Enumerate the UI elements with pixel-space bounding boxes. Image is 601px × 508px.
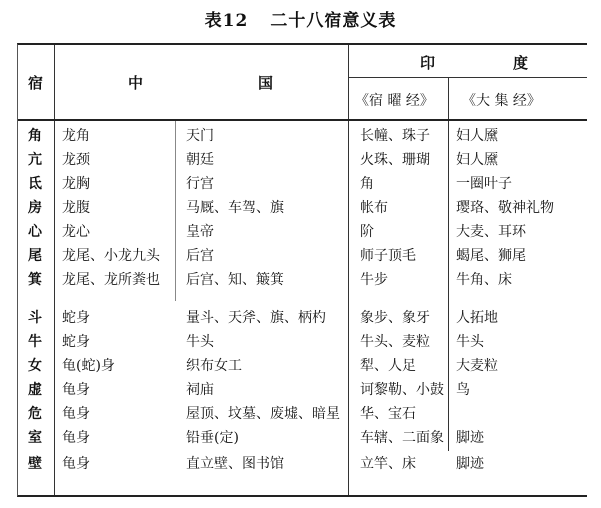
china-meaning-2: 量斗、天斧、旗、柄杓 — [186, 310, 326, 326]
table-row — [18, 149, 587, 171]
india-daji-cell: 璎珞、敬神礼物 — [456, 200, 554, 216]
china-meaning-1: 龟(蛇)身 — [62, 358, 115, 374]
china-meaning-2: 祠庙 — [186, 382, 214, 398]
india-xiuyao-cell: 车辖、二面象 — [360, 430, 444, 446]
table-row — [18, 427, 587, 449]
india-xiuyao-cell: 诃黎勒、小鼓 — [360, 382, 444, 398]
china-meaning-1: 龙颈 — [62, 152, 90, 168]
india-daji-cell: 一圈叶子 — [456, 176, 512, 192]
china-meaning-1: 龙尾、小龙九头 — [62, 248, 160, 264]
india-daji-cell: 大麦、耳环 — [456, 224, 526, 240]
india-xiuyao-cell: 长幢、珠子 — [360, 128, 430, 144]
table-row — [18, 403, 587, 425]
india-daji-cell: 大麦粒 — [456, 358, 498, 374]
mansion-cell: 心 — [28, 224, 42, 240]
india-xiuyao-cell: 角 — [360, 176, 374, 192]
india-daji-cell: 牛头 — [456, 334, 484, 350]
table-row — [18, 307, 587, 329]
china-meaning-2: 皇帝 — [186, 224, 214, 240]
mansion-cell: 室 — [28, 430, 42, 446]
china-meaning-2: 牛头 — [186, 334, 214, 350]
india-subheader-line — [348, 77, 587, 78]
table-row — [18, 221, 587, 243]
china-meaning-1: 龙胸 — [62, 176, 90, 192]
india-daji-cell: 妇人黡 — [456, 152, 498, 168]
india-xiuyao-cell: 阶 — [360, 224, 374, 240]
india-xiuyao-cell: 华、宝石 — [360, 406, 416, 422]
table-row — [18, 269, 587, 291]
table-frame — [17, 43, 587, 497]
table-row — [18, 379, 587, 401]
china-meaning-2: 朝廷 — [186, 152, 214, 168]
table-row — [18, 125, 587, 147]
china-meaning-2: 后宫、知、簸箕 — [186, 272, 284, 288]
china-meaning-1: 龙心 — [62, 224, 90, 240]
india-daji-cell: 牛角、床 — [456, 272, 512, 288]
header-sutra-xiuyao: 《宿 曜 经》 — [355, 93, 434, 109]
mansion-cell: 氐 — [28, 176, 42, 192]
india-xiuyao-cell: 立竿、床 — [360, 456, 416, 472]
mansion-cell: 危 — [28, 406, 42, 422]
mansion-cell: 箕 — [28, 272, 42, 288]
china-meaning-2: 屋顶、坟墓、废墟、暗星 — [186, 406, 340, 422]
india-daji-cell: 蝎尾、狮尾 — [456, 248, 526, 264]
mansion-cell: 角 — [28, 128, 42, 144]
china-meaning-1: 蛇身 — [62, 310, 90, 326]
china-meaning-1: 龙腹 — [62, 200, 90, 216]
table-row — [18, 245, 587, 267]
mansion-cell: 尾 — [28, 248, 42, 264]
table-caption: 二十八宿意义表 — [270, 11, 397, 31]
india-xiuyao-cell: 犁、人足 — [360, 358, 416, 374]
china-meaning-1: 蛇身 — [62, 334, 90, 350]
china-meaning-1: 龟身 — [62, 430, 90, 446]
china-meaning-2: 直立壁、图书馆 — [186, 456, 284, 472]
india-xiuyao-cell: 火珠、珊瑚 — [360, 152, 430, 168]
table-row — [18, 355, 587, 377]
india-daji-cell: 鸟 — [456, 382, 470, 398]
header-mansion: 宿 — [28, 74, 44, 92]
india-xiuyao-cell: 象步、象牙 — [360, 310, 430, 326]
mansion-cell: 房 — [28, 200, 42, 216]
header-china-2: 国 — [258, 74, 274, 92]
mansion-cell: 牛 — [28, 334, 42, 350]
mansion-cell: 女 — [28, 358, 42, 374]
india-daji-cell: 脚迹 — [456, 456, 484, 472]
header-sutra-daji: 《大 集 经》 — [462, 93, 541, 109]
india-daji-cell: 妇人黡 — [456, 128, 498, 144]
mansion-cell: 壁 — [28, 456, 42, 472]
china-meaning-1: 龙角 — [62, 128, 90, 144]
table-row — [18, 197, 587, 219]
india-xiuyao-cell: 师子顶毛 — [360, 248, 416, 264]
mansion-cell: 斗 — [28, 310, 42, 326]
table-title — [0, 6, 601, 31]
india-xiuyao-cell: 牛头、麦粒 — [360, 334, 430, 350]
india-xiuyao-cell: 帐布 — [360, 200, 388, 216]
china-meaning-1: 龟身 — [62, 406, 90, 422]
india-daji-cell: 脚迹 — [456, 430, 484, 446]
china-meaning-2: 天门 — [186, 128, 214, 144]
china-meaning-2: 铅垂(定) — [186, 430, 239, 446]
china-meaning-1: 龟身 — [62, 382, 90, 398]
india-daji-cell: 人拓地 — [456, 310, 498, 326]
header-india-2: 度 — [513, 54, 529, 72]
table-row — [18, 173, 587, 195]
table-row — [18, 331, 587, 353]
china-meaning-2: 行宫 — [186, 176, 214, 192]
header-china-1: 中 — [128, 74, 144, 92]
table-number: 表12 — [204, 11, 249, 31]
china-meaning-1: 龙尾、龙所粪也 — [62, 272, 160, 288]
table-row — [18, 453, 587, 475]
mansion-cell: 亢 — [28, 152, 42, 168]
header-india-1: 印 — [420, 54, 436, 72]
china-meaning-2: 马厩、车驾、旗 — [186, 200, 284, 216]
header-bottom-line — [18, 119, 587, 121]
china-meaning-1: 龟身 — [62, 456, 90, 472]
india-xiuyao-cell: 牛步 — [360, 272, 388, 288]
china-meaning-2: 后宫 — [186, 248, 214, 264]
china-meaning-2: 织布女工 — [186, 358, 242, 374]
mansion-cell: 虚 — [28, 382, 42, 398]
